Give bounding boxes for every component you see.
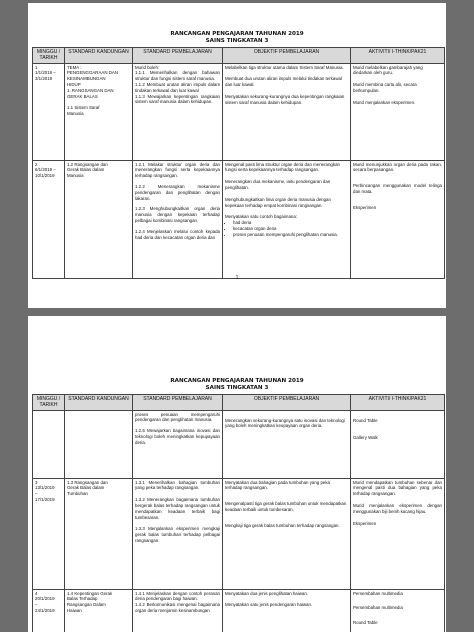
content-standard-cell xyxy=(65,478,133,589)
activity-item: Murid menjalankan eksperimen. xyxy=(353,99,416,105)
activity-cell xyxy=(351,589,445,632)
activity-item: Murid melabelkan gambarajah yang diedarkan oleh guru. xyxy=(353,64,423,76)
objective-item: Mengenal pasti lima struktur organ deria dan menerangkan fungsi serta kepekaannya terhadap rangsangan. xyxy=(225,161,340,173)
standard-item: 1.2.5 Mewajarkan bagaimana inovasi dan teknologi boleh meningkatkan kepupayaan deria. xyxy=(135,428,220,445)
week-cell xyxy=(33,410,65,478)
column-header: OBJEKTIF PEMBELAJARAN xyxy=(223,395,351,411)
table-row xyxy=(33,589,445,632)
learning-standard-cell xyxy=(133,589,223,632)
column-header: AKTIVITI/ I-THINK/PAK21 xyxy=(351,48,445,64)
content-line: GERAK BALAS xyxy=(67,93,98,99)
week-date: 10/1/2019 xyxy=(35,173,55,179)
objective-item: Menyatakan satu jenis pendengaran haiwan. xyxy=(225,602,313,608)
activity-cell xyxy=(351,478,445,589)
week-date: – xyxy=(35,491,38,497)
table-header-row xyxy=(33,48,445,64)
content-line: Haiwan xyxy=(67,607,82,613)
week-date: 3/1/2019 xyxy=(35,76,53,82)
content-line: PENGENGGARAAN DAN xyxy=(67,70,118,76)
activity-item: Murid menunjukkan organ deria pada rakan, secara berpasangan. xyxy=(353,161,442,173)
activity-item: Round Table xyxy=(353,417,378,423)
activity-item: Persembahan multimedia xyxy=(353,605,403,611)
objective-bullet: • had deria xyxy=(233,220,348,226)
week-date: – xyxy=(35,602,38,608)
content-standard-cell xyxy=(65,410,133,478)
activity-item: Gallery Walk xyxy=(353,435,378,441)
standard-item: proses penuaan mempengaruhi pendengaran dan penglihatan manusia. xyxy=(135,411,220,423)
standard-item: 1.1.2 Membuat urutan aliran impuls dalam tindakan terkawal dan luar kawal xyxy=(135,81,220,93)
week-date: 24/1/2019 xyxy=(35,607,55,613)
learning-standard-cell xyxy=(133,63,223,160)
column-header: STANDARD KANDUNGAN xyxy=(65,48,133,64)
activity-item: Perbincangan menggunakan model telinga dan mata. xyxy=(353,183,442,194)
lesson-plan-table xyxy=(32,394,445,632)
column-header: STANDARD KANDUNGAN xyxy=(65,395,133,411)
objective-item: Mengkaji tiga gerak balas tumbuhan terhadap rangsangan. xyxy=(225,522,340,528)
standard-item: 1.3.1 Menerihalkan bahagian tumbuhan yang peka terhadap rangsangan. xyxy=(135,479,220,491)
column-header: AKTIVITI/ I-THINK/PAK21 xyxy=(351,395,445,411)
column-header: MINGGU / TARIKH xyxy=(33,48,65,64)
objective-item: Menerangkan sekurang-kurangnya satu inovasi dan teknologi yang boleh meningkatkan keupayaan organ deria. xyxy=(225,417,345,429)
objective-item: Menyatakan satu contoh bagaimana: xyxy=(225,214,298,220)
standard-item: 1.4.1 Menjelaskan dengan contoh peranan deria pendengaran bagi haiwan. xyxy=(135,590,220,602)
theme-label: TEMA : xyxy=(67,64,82,70)
week-cell xyxy=(33,160,65,278)
week-cell xyxy=(33,478,65,589)
content-standard-cell xyxy=(65,589,133,632)
week-date: 6/1/2019 – xyxy=(35,167,56,173)
activity-item: Eksperimen xyxy=(353,204,377,210)
objective-item: Menerangkan dua mekanisme, iaitu pendengaran dan penglihatan. xyxy=(225,179,331,190)
content-line: Gerak Balas dalam xyxy=(67,485,105,491)
table-row xyxy=(33,63,445,160)
document-subtitle: SAINS TINGKATAN 3 xyxy=(205,38,269,44)
standard-item: 1.2.2 Menerangkan mekanisme pendengaran dan penglihatan dengan lakaran. xyxy=(135,183,220,201)
table-row xyxy=(33,410,445,478)
content-line: Tumbuhan xyxy=(67,491,88,497)
standard-item: 1.3.2 Menerangkan bagaimana tumbuhan bergerak balas terhadap rangsangan untuk mendapatkan keadaan terbaik bagi tumbesaran. xyxy=(135,497,220,520)
week-cell xyxy=(33,589,65,632)
standard-item: 1.2.3 Menghubungkaitkan organ deria manusia dengan kepekaan terhadap pelbagai kombinasi rangsangan. xyxy=(135,206,220,223)
learning-objective-cell xyxy=(223,478,351,589)
objective-bullet: • kecacatan organ deria xyxy=(233,226,348,232)
learning-objective-cell xyxy=(223,589,351,632)
content-line: Manusia xyxy=(67,173,84,179)
objective-bullet-list xyxy=(225,220,348,237)
objective-item: Menyatakan sekurang-kurangnya dua kepentingan rangkaian sistem saraf manusia dalam kehidupan. xyxy=(225,93,345,105)
week-number: 1 xyxy=(35,64,38,70)
standard-item: Murid boleh: xyxy=(135,64,160,70)
learning-objective-cell xyxy=(223,410,351,478)
week-date: 20/1/2019 xyxy=(35,596,55,602)
content-line: 1.1 Sistem Saraf xyxy=(67,105,100,111)
column-header: STANDARD PEMBELAJARAN xyxy=(133,395,223,411)
content-line: 1. RANGSANGAN DAN xyxy=(67,87,114,93)
page-number: 1 xyxy=(235,275,239,281)
learning-standard-cell xyxy=(133,410,223,478)
week-number: 2 xyxy=(35,161,38,167)
content-line: 1.3 Rangsangan dan xyxy=(67,479,108,485)
objective-item: Menghubungkaitkan lima organ deria manusia dengan kepekaan terhadap empat kombinasi rangsangan. xyxy=(225,196,331,208)
week-cell xyxy=(33,63,65,160)
content-line: KESINAMBUNGAN xyxy=(67,76,106,82)
column-header: OBJEKTIF PEMBELAJARAN xyxy=(223,48,351,64)
activity-cell xyxy=(351,410,445,478)
week-number: 4 xyxy=(35,590,38,596)
activity-item: Round Table xyxy=(353,620,378,626)
content-standard-cell xyxy=(65,160,133,278)
lesson-plan-table xyxy=(32,47,445,279)
content-line: Manusia xyxy=(67,111,84,117)
activity-item: Murid menjalankan eksperimen dengan menggunakan biji benih kacang hijau. xyxy=(353,502,442,514)
document-title: RANCANGAN PENGAJARAN TAHUNAN 2019 xyxy=(170,378,304,384)
learning-objective-cell xyxy=(223,160,351,278)
week-number: 3 xyxy=(35,479,38,485)
content-line: 1.4 Kepentingan Gerak xyxy=(67,590,113,596)
document-page-1 xyxy=(28,3,446,308)
standard-item: 1.1.3 Mewajarkan kepentingan rangkaian sistem saraf manusia dalam kehidupan. xyxy=(135,93,220,105)
activity-item: Persembahan multimedia xyxy=(353,590,403,596)
activity-item: Eksperimen xyxy=(353,520,377,526)
standard-item: 1.2.1 Melakar struktur organ deria dan menerangkan fungsi serta kepekaannya terhadap rangsangan. xyxy=(135,161,220,179)
objective-item: Menyatakan dua jenis penglihatan haiwan. xyxy=(225,590,308,596)
content-line: Rangsangan Dalam xyxy=(67,602,106,608)
objective-bullet: • proses penuaan mempengaruhi penglihatan manusia. xyxy=(233,232,348,238)
standard-item: 1.3.3 Menjalankan eksperimen mengkaji gerak balas tumbuhan terhadap pelbagai rangsangan. xyxy=(135,526,220,543)
column-header: STANDARD PEMBELAJARAN xyxy=(133,48,223,64)
objective-item: Membuat dua urutan aliran impuls melalui tindakan terkawal dan luar kawal. xyxy=(225,76,342,88)
week-date: 13/1/2019 xyxy=(35,485,55,491)
table-row xyxy=(33,478,445,589)
standard-item: 1.1.1 Memerihalkan dengan bahawan struktur dan fungsi sistem saraf manusia. xyxy=(135,70,220,82)
document-title: RANCANGAN PENGAJARAN TAHUNAN 2019 xyxy=(170,31,304,37)
standard-item: 1.2.4 Menjelaskan melalui contoh kepada had deria dan kecacatan organ deria dan xyxy=(135,228,220,240)
learning-objective-cell xyxy=(223,63,351,160)
content-standard-cell xyxy=(65,63,133,160)
standard-item: 1.4.2 Berkomunikasi mengenai bagaimana organ deria menjamin kesinambungan xyxy=(135,602,220,613)
learning-standard-cell xyxy=(133,160,223,278)
content-line: 1.2 Rangsangan dan xyxy=(67,161,108,167)
week-date: 1/1/2019 – xyxy=(35,70,56,76)
learning-standard-cell xyxy=(133,478,223,589)
content-line: Gerak Balas dalam xyxy=(67,167,105,173)
objective-item: Mengenalpasti tiga gerak balas tumbuhan untuk mendapatkan keadaan terbaik untuk tumbesaran. xyxy=(225,501,347,512)
objective-item: Menyatakan dua bahagian pada tumbuhan yang peka terhadap rangsangan. xyxy=(225,479,330,491)
activity-item: Murid mendapatkan tumbuhan sebenar dan mengenal pasti dua bahagian yang peka terhadap rangsangan. xyxy=(353,479,442,497)
week-date: 17/1/2019 xyxy=(35,496,55,502)
document-subtitle: SAINS TINGKATAN 3 xyxy=(205,385,269,391)
column-header: MINGGU / TARIKH xyxy=(33,395,65,411)
activity-cell xyxy=(351,160,445,278)
content-line: Balas Terhadap xyxy=(67,596,98,602)
objective-item: Melabelkan tiga struktur utama dalam Sistem Saraf Manusia. xyxy=(225,64,344,70)
activity-cell xyxy=(351,63,445,160)
content-line: HIDUP xyxy=(67,81,81,87)
document-page-2 xyxy=(28,316,446,632)
table-row xyxy=(33,160,445,278)
table-header-row xyxy=(33,395,445,411)
activity-item: Murid membina carta alir, secara berkumpulan. xyxy=(353,82,417,93)
